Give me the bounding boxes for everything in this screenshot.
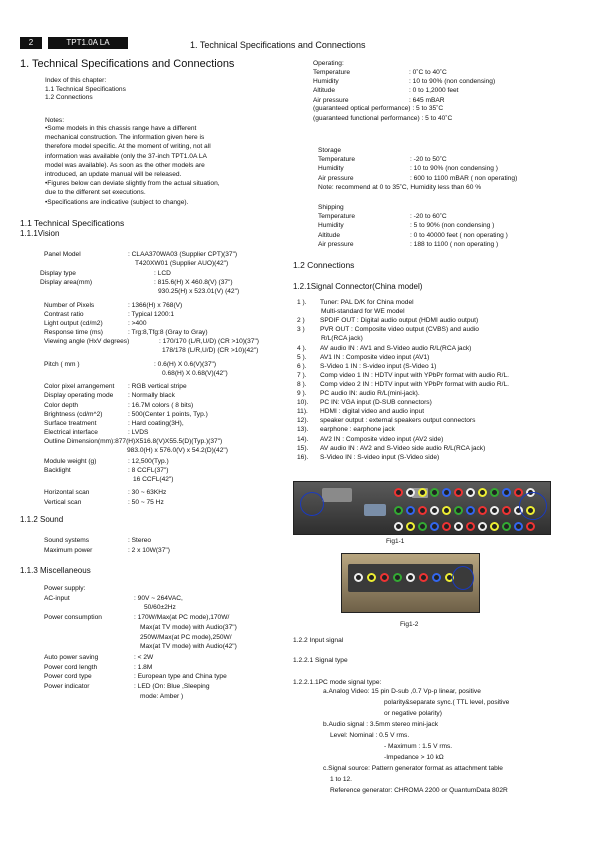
rca-jack-row-bottom bbox=[394, 520, 544, 534]
spec-label: Response time (ms) bbox=[44, 328, 103, 336]
rca-jack bbox=[454, 506, 463, 515]
spec-label: Module weight (g) bbox=[44, 458, 97, 466]
spec-label: Temperature bbox=[313, 69, 351, 76]
connector-number: 5 ). bbox=[297, 353, 307, 361]
spec-value: : European type and China type bbox=[134, 673, 227, 681]
connector-number: 4 ). bbox=[297, 344, 307, 352]
spec-label: Temperature bbox=[318, 213, 356, 220]
connector-description: SPDIF OUT : Digital audio output (HDMI audio output) bbox=[320, 317, 479, 325]
connector-number: 1 ). bbox=[297, 299, 307, 306]
vga-connector bbox=[364, 504, 386, 516]
spec-label: Pitch ( mm ) bbox=[44, 361, 80, 369]
spec-label: Humidity bbox=[318, 222, 344, 230]
text-line: •Some models in this chassis range have a different bbox=[45, 125, 197, 132]
spec-label: Display area(mm) bbox=[40, 279, 93, 287]
rca-jack bbox=[514, 522, 523, 531]
connector-description: R/L(RCA jack) bbox=[321, 335, 363, 343]
spec-value: : RGB vertical stripe bbox=[128, 383, 187, 391]
spec-value: mode: Amber ) bbox=[140, 692, 184, 700]
spec-value: : 1366(H) x 768(V) bbox=[128, 301, 183, 309]
rca-jack bbox=[406, 506, 415, 515]
spec-label: Maximum power bbox=[44, 546, 93, 554]
rca-jack bbox=[478, 522, 487, 531]
text-line: •Specifications are indicative (subject to change). bbox=[45, 198, 189, 206]
spec-label: Horizontal scan bbox=[44, 489, 90, 497]
pc-mode-line: or negative polarity) bbox=[384, 710, 442, 717]
connector-description: S-Video IN : S-video input (S-Video side) bbox=[320, 453, 440, 461]
pc-mode-line: c.Signal source: Pattern generator format as attachment table bbox=[323, 765, 503, 772]
spec-label: Humidity bbox=[313, 78, 339, 86]
spec-value: : < 2W bbox=[134, 653, 154, 661]
connector-description: PC IN: VGA input (D-SUB connectors) bbox=[320, 399, 432, 407]
rca-jack bbox=[478, 488, 487, 497]
rca-jack bbox=[394, 522, 403, 531]
rca-jack bbox=[394, 488, 403, 497]
text-line: (guaranteed functional performance) : 5 to 40˚C bbox=[313, 115, 453, 122]
spec-value: : 90V ~ 264VAC, bbox=[134, 594, 183, 602]
rca-jack bbox=[466, 522, 475, 531]
spec-value: Max(at TV mode) with Audio(37") bbox=[140, 623, 237, 631]
connector-description: Multi-standard for WE model bbox=[321, 308, 405, 316]
spec-value: : 10 to 90% (non condensing ) bbox=[410, 165, 498, 173]
storage-label: Storage bbox=[318, 147, 342, 154]
side-jack bbox=[432, 573, 441, 582]
spec-value: : LED (On: Blue ,Sleeping bbox=[134, 683, 210, 690]
spec-value: : >400 bbox=[128, 319, 147, 327]
vision-heading: 1.1.1Vision bbox=[20, 229, 60, 238]
spec-value: : CLAA370WA03 (Supplier CPT)(37") bbox=[128, 251, 238, 258]
spec-label: Display operating mode bbox=[44, 392, 114, 400]
model-tag: TPT1.0A LA bbox=[48, 37, 128, 49]
connector-number: 8 ). bbox=[297, 380, 307, 388]
text-line: introduced, an update manual will be released. bbox=[45, 171, 182, 178]
connector-number: 15). bbox=[297, 444, 309, 452]
fig1-caption: Fig1-1 bbox=[386, 538, 405, 545]
connector-description: PC audio IN: audio R/L(mini-jack). bbox=[320, 390, 420, 397]
rca-jack bbox=[430, 522, 439, 531]
spec-value: 930.25(H) x 523.01(V) (42") bbox=[158, 288, 240, 296]
spec-value: 0.68(H) X 0.68(V)(42") bbox=[162, 370, 228, 378]
spec-heading: 1.1 Technical Specifications bbox=[20, 218, 125, 228]
pc-mode-heading: 1.2.2.1.1PC mode signal type: bbox=[293, 679, 382, 686]
spec-label: Display type bbox=[40, 270, 76, 278]
spec-value: 250W/Max(at PC mode),250W/ bbox=[140, 633, 232, 641]
spec-value: : 30 ~ 63KHz bbox=[128, 489, 167, 497]
connector-number: 11). bbox=[297, 408, 308, 416]
rca-jack bbox=[490, 488, 499, 497]
side-jack bbox=[354, 573, 363, 582]
spec-value: : 1.8M bbox=[134, 663, 153, 671]
side-jack bbox=[419, 573, 428, 582]
spec-label: Air pressure bbox=[313, 96, 349, 104]
spec-value: : 0 to 40000 feet ( non operating ) bbox=[410, 231, 508, 239]
connector-description: AV2 IN : Composite video input (AV2 side) bbox=[320, 435, 444, 443]
spec-label: Electrical interface bbox=[44, 428, 98, 436]
rca-jack bbox=[394, 506, 403, 515]
connector-number: 3 ) bbox=[297, 326, 305, 334]
connector-description: AV audio IN : AV2 and S-Video side audio R/L(RCA jack) bbox=[320, 444, 486, 452]
rca-jack bbox=[442, 522, 451, 531]
spec-value: : Stereo bbox=[128, 537, 152, 544]
rca-jack bbox=[430, 506, 439, 515]
connector-number: 10). bbox=[297, 399, 309, 407]
connector-number: 16). bbox=[297, 453, 309, 461]
rca-jack bbox=[502, 522, 511, 531]
spec-value: : Trg:8,Tfg:8 (Gray to Gray) bbox=[128, 328, 208, 336]
spec-value: : -20 to 50˚C bbox=[410, 156, 447, 163]
spec-label: Backlight bbox=[44, 467, 71, 475]
rca-jack bbox=[490, 506, 499, 515]
rca-jack bbox=[442, 506, 451, 515]
spec-value: : 0.6(H) X 0.6(V)(37") bbox=[154, 361, 217, 369]
connections-heading: 1.2 Connections bbox=[293, 260, 355, 270]
pc-mode-line: - Maximum : 1.5 V rms. bbox=[384, 743, 453, 750]
spec-label: Sound systems bbox=[44, 537, 90, 544]
spec-value: : 600 to 1100 mBAR ( non operating) bbox=[410, 174, 518, 182]
spec-label: Temperature bbox=[318, 156, 356, 163]
sound-heading: 1.1.2 Sound bbox=[20, 515, 64, 524]
text-line: mechanical construction. The information given here is bbox=[45, 134, 205, 142]
chapter-heading: 1. Technical Specifications and Connections bbox=[20, 58, 235, 70]
side-jack bbox=[367, 573, 376, 582]
connector-description: S-Video 1 IN : S-video input (S-Video 1) bbox=[320, 362, 437, 370]
connector-number: 13). bbox=[297, 426, 309, 434]
connector-number: 12). bbox=[297, 417, 309, 425]
spec-value: : 12,500(Typ.) bbox=[128, 458, 169, 466]
page-number: 2 bbox=[20, 37, 42, 49]
misc-heading: 1.1.3 Miscellaneous bbox=[20, 566, 91, 575]
spec-label: Panel Model bbox=[44, 251, 81, 258]
spec-value: Max(at TV mode) with Audio(42") bbox=[140, 643, 237, 651]
notes-label: Notes: bbox=[45, 117, 65, 124]
spec-value: : 188 to 1100 ( non operating ) bbox=[410, 241, 499, 249]
connector-description: speaker output : external speakers output connectors bbox=[320, 417, 476, 425]
storage-note: Note: recommend at 0 to 35˚C, Humidity less than 60 % bbox=[318, 184, 482, 191]
rca-jack bbox=[442, 488, 451, 497]
spec-value: : Hard coating(3H), bbox=[128, 419, 184, 427]
pc-mode-line: -Impedance > 10 kΩ bbox=[384, 754, 444, 761]
signal-type-heading: 1.2.2.1 Signal type bbox=[293, 657, 348, 664]
text-line: Index of this chapter: bbox=[45, 77, 107, 84]
spec-value: : 2 x 10W(37") bbox=[128, 546, 170, 554]
spec-label: Power consumption bbox=[44, 614, 102, 622]
spec-label: Air pressure bbox=[318, 174, 354, 182]
callout-circle bbox=[519, 492, 547, 520]
connector-number: 9 ). bbox=[297, 390, 307, 397]
spec-value: 16 CCFL(42") bbox=[133, 476, 174, 484]
pc-mode-line: 1 to 12. bbox=[330, 776, 352, 783]
side-jack bbox=[406, 573, 415, 582]
pc-mode-line: Reference generator: CHROMA 2200 or QuantumData 802R bbox=[330, 787, 508, 794]
spec-value: 50/60±2Hz bbox=[144, 604, 176, 612]
spec-label: Altitude bbox=[318, 231, 340, 239]
rca-jack bbox=[526, 522, 535, 531]
connector-description: AV1 IN : Composite video input (AV1) bbox=[320, 353, 430, 361]
text-line: therefore model specific. At the moment of writing, not all bbox=[45, 143, 211, 151]
spec-value: : Typical 1200:1 bbox=[128, 310, 175, 318]
rca-jack bbox=[502, 488, 511, 497]
spec-label: Power cord length bbox=[44, 663, 98, 671]
spec-value: 983.0(H) x 576.0(V) x 54.2(D)(42") bbox=[127, 447, 228, 454]
text-line: (guaranteed optical performance) : 5 to 35˚C bbox=[313, 105, 444, 112]
shipping-label: Shipping bbox=[318, 204, 344, 211]
spec-value: : Normally black bbox=[128, 392, 175, 400]
fig2-caption: Fig1-2 bbox=[400, 621, 419, 628]
input-signal-heading: 1.2.2 Input signal bbox=[293, 637, 344, 644]
rear-connectors-photo bbox=[293, 481, 551, 535]
spec-value: : 500(Center 1 points, Typ.) bbox=[128, 410, 208, 418]
spec-label: Altitude bbox=[313, 87, 335, 95]
rca-jack bbox=[466, 506, 475, 515]
pc-mode-line: polarity&separate sync.( TTL level, positive bbox=[384, 699, 510, 706]
text-line: 1.1 Technical Specifications bbox=[45, 85, 126, 93]
rca-jack bbox=[478, 506, 487, 515]
rca-jack bbox=[466, 488, 475, 497]
spec-value: : 50 ~ 75 Hz bbox=[128, 498, 164, 506]
connector-description: earphone : earphone jack bbox=[320, 426, 395, 434]
spec-value: : 8 CCFL(37") bbox=[128, 467, 169, 475]
text-line: •Figures below can deviate slightly from the actual situation, bbox=[45, 180, 220, 188]
connector-number: 2 ) bbox=[297, 317, 305, 325]
rca-jack bbox=[490, 522, 499, 531]
spec-label: Outline Dimension(mm):877(H)X516.8(V)X55.5(D)(Typ.)(37") bbox=[44, 437, 223, 445]
spec-value: : 0˚C to 40˚C bbox=[409, 69, 447, 76]
connector-description: AV audio IN : AV1 and S-Video audio R/L(RCA jack) bbox=[320, 344, 472, 352]
spec-label: Color pixel arrangement bbox=[44, 383, 115, 391]
spec-label: Power supply: bbox=[44, 585, 86, 592]
operating-label: Operating: bbox=[313, 60, 344, 67]
rca-jack bbox=[418, 506, 427, 515]
rca-jack bbox=[418, 522, 427, 531]
spec-value: : 16.7M colors ( 8 bits) bbox=[128, 401, 194, 409]
spec-value: : 0 to 1,2000 feet bbox=[409, 87, 459, 95]
rca-jack bbox=[406, 522, 415, 531]
spec-label: Power cord type bbox=[44, 673, 92, 681]
callout-circle bbox=[452, 566, 474, 590]
connector-description: Comp video 2 IN : HDTV input with YPbPr format with audio R/L. bbox=[320, 380, 509, 388]
spec-label: Color depth bbox=[44, 401, 79, 409]
spec-value: : 645 mBAR bbox=[409, 96, 445, 104]
side-jack bbox=[380, 573, 389, 582]
rca-jack bbox=[430, 488, 439, 497]
spec-label: Vertical scan bbox=[44, 498, 82, 506]
spec-label: Power indicator bbox=[44, 683, 90, 690]
rca-jack bbox=[502, 506, 511, 515]
text-line: model was available). As soon as the other models are bbox=[45, 161, 205, 169]
spec-value: : 815.6(H) X 460.8(V) (37") bbox=[154, 279, 233, 287]
spec-value: : -20 to 60˚C bbox=[410, 213, 447, 220]
rca-jack bbox=[418, 488, 427, 497]
tuner-connector bbox=[322, 488, 352, 502]
spec-label: Brightness (cd/m^2) bbox=[44, 410, 103, 418]
side-connectors-photo bbox=[341, 553, 480, 613]
rca-jack bbox=[454, 488, 463, 497]
spec-value: T420XW01 (Supplier AUO)(42") bbox=[135, 260, 229, 268]
running-title: 1. Technical Specifications and Connections bbox=[190, 40, 366, 50]
connector-description: Tuner: PAL D/K for China model bbox=[320, 299, 414, 306]
pc-mode-line: a.Analog Video: 15 pin D-sub ,0.7 Vp-p linear, positive bbox=[323, 688, 481, 695]
spec-value: : 170/170 (L/R,U/D) (CR >10)(37") bbox=[159, 337, 260, 345]
spec-label: Number of Pixels bbox=[44, 301, 95, 309]
spec-value: : 170W/Max(at PC mode),170W/ bbox=[134, 614, 230, 622]
signal-connector-heading: 1.2.1Signal Connector(China model) bbox=[293, 282, 423, 291]
spec-value: : 10 to 90% (non condensing) bbox=[409, 78, 496, 86]
connector-description: PVR OUT : Composite video output (CVBS) and audio bbox=[320, 326, 479, 334]
connector-description: Comp video 1 IN : HDTV input with YPbPr format with audio R/L. bbox=[320, 371, 509, 379]
spec-value: 178/178 (L/R,U/D) (CR >10)(42") bbox=[162, 347, 259, 354]
connector-number: 14). bbox=[297, 435, 309, 443]
pc-mode-line: Level: Nominal : 0.5 V rms. bbox=[330, 732, 410, 739]
spec-label: Surface treatment bbox=[44, 419, 97, 427]
text-line: due to the different set executions. bbox=[45, 189, 146, 197]
spec-label: Contrast ratio bbox=[44, 310, 84, 318]
spec-label: Humidity bbox=[318, 165, 344, 173]
spec-value: : LVDS bbox=[128, 428, 149, 436]
connector-number: 6 ). bbox=[297, 362, 307, 370]
spec-label: Light output (cd/m2) bbox=[44, 319, 103, 327]
spec-value: : 5 to 90% (non condensing ) bbox=[410, 222, 495, 230]
spec-value: : LCD bbox=[154, 270, 171, 278]
spec-label: Viewing angle (HxV degrees) bbox=[44, 337, 130, 345]
connector-description: HDMI : digital video and audio input bbox=[320, 408, 425, 416]
pc-mode-line: b.Audio signal : 3.5mm stereo mini-jack bbox=[323, 721, 439, 728]
rca-jack bbox=[406, 488, 415, 497]
connector-number: 7 ). bbox=[297, 371, 307, 379]
text-line: information was available (only the 37-inch TPT1.0A LA bbox=[45, 152, 207, 160]
text-line: 1.2 Connections bbox=[45, 94, 93, 101]
spec-label: Auto power saving bbox=[44, 653, 99, 661]
spec-label: AC-input bbox=[44, 594, 70, 602]
side-jack bbox=[393, 573, 402, 582]
callout-circle bbox=[300, 492, 324, 516]
rca-jack bbox=[454, 522, 463, 531]
spec-label: Air pressure bbox=[318, 241, 354, 249]
